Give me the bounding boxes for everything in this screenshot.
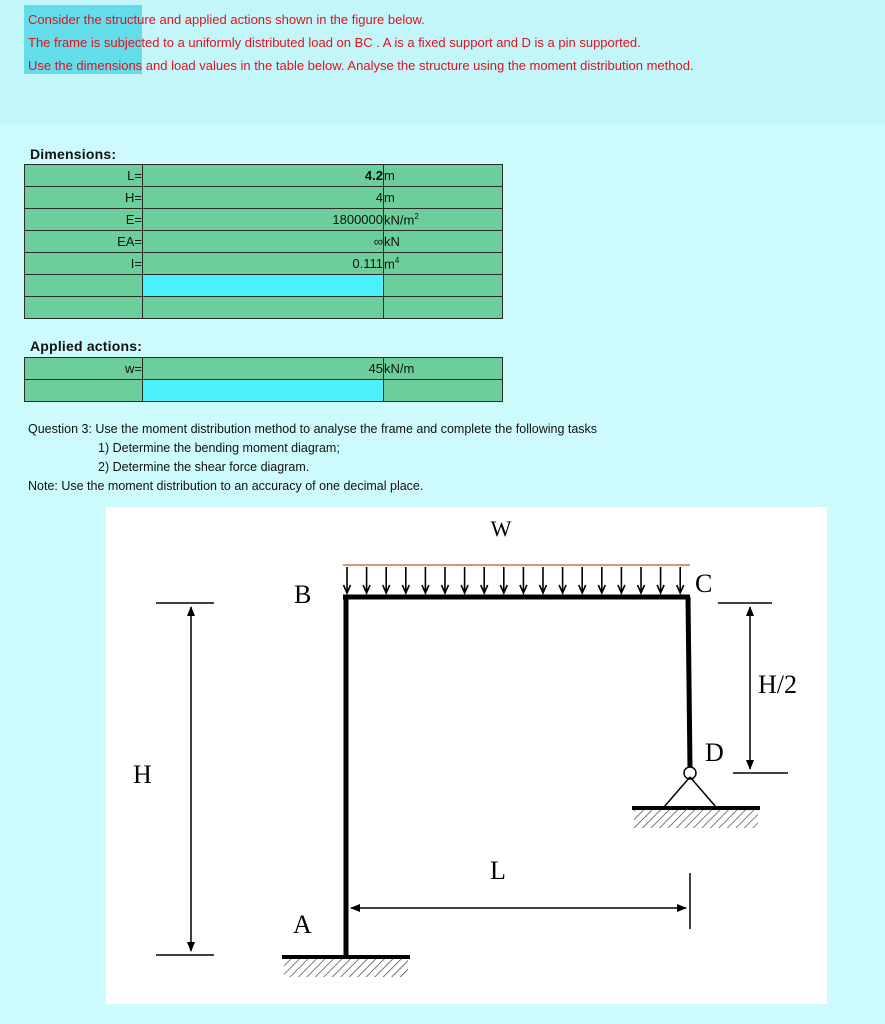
table-row xyxy=(25,380,503,402)
udl-arrow xyxy=(579,567,586,593)
udl-arrow xyxy=(638,567,645,593)
question-text: Question 3: Use the moment distribution method to analyse the frame and complete the following tasks xyxy=(28,422,598,436)
udl-arrow xyxy=(500,567,507,593)
value-E[interactable]: 1800000 xyxy=(143,209,384,231)
udl-arrow xyxy=(442,567,449,593)
frame-figure xyxy=(106,507,827,1004)
unit-I-text: m xyxy=(384,256,395,272)
label-L[interactable]: L= xyxy=(25,165,143,187)
problem-intro xyxy=(28,8,694,77)
frame-diagram xyxy=(106,507,827,1004)
pin-support-D xyxy=(664,777,716,807)
value-EA[interactable]: ∞ xyxy=(143,231,384,253)
label-EA[interactable]: EA= xyxy=(25,231,143,253)
empty-cell[interactable] xyxy=(25,275,143,297)
empty-cell[interactable] xyxy=(384,380,503,402)
unit-E-sup: 2 xyxy=(414,211,419,221)
label-w[interactable]: w= xyxy=(25,358,143,380)
udl-arrow xyxy=(344,567,351,593)
unit-L[interactable]: m xyxy=(384,165,503,187)
task-2: 2) Determine the shear force diagram. xyxy=(98,460,310,474)
udl-arrow xyxy=(677,567,684,593)
intro-line-2: The frame is subjected to a uniformly distributed load on BC . A is a fixed support and D is a pin supported. xyxy=(28,35,641,50)
unit-w[interactable]: kN/m xyxy=(384,358,503,380)
udl-arrow xyxy=(559,567,566,593)
label-H[interactable]: H= xyxy=(25,187,143,209)
fixed-support-hatch xyxy=(284,959,408,977)
udl-arrows xyxy=(344,567,684,593)
table-row xyxy=(25,358,503,380)
unit-I[interactable] xyxy=(384,253,503,275)
unit-EA[interactable]: kN xyxy=(384,231,503,253)
table-row xyxy=(25,275,503,297)
udl-arrow xyxy=(598,567,605,593)
value-I[interactable]: 0.111 xyxy=(143,253,384,275)
question-block xyxy=(28,420,597,496)
unit-H[interactable]: m xyxy=(384,187,503,209)
dim-label-H2: H/2 xyxy=(758,670,797,699)
table-row xyxy=(25,253,503,275)
unit-I-sup: 4 xyxy=(394,255,400,265)
empty-cell[interactable] xyxy=(384,275,503,297)
column-CD xyxy=(688,597,690,769)
answer-cell[interactable] xyxy=(143,275,384,297)
udl-arrow xyxy=(422,567,429,593)
udl-arrow xyxy=(383,567,390,593)
table-row xyxy=(25,209,503,231)
applied-actions-title: Applied actions: xyxy=(30,338,143,354)
value-L[interactable]: 4.2 xyxy=(143,165,384,187)
table-row xyxy=(25,165,503,187)
udl-arrow xyxy=(363,567,370,593)
label-I[interactable]: I= xyxy=(25,253,143,275)
udl-arrow xyxy=(540,567,547,593)
udl-arrow xyxy=(657,567,664,593)
value-H[interactable]: 4 xyxy=(143,187,384,209)
applied-actions-table xyxy=(24,357,503,402)
dimensions-table xyxy=(24,164,503,319)
udl-arrow xyxy=(520,567,527,593)
dim-label-L: L xyxy=(490,856,506,885)
udl-arrow xyxy=(461,567,468,593)
intro-line-3: Use the dimensions and load values in the table below. Analyse the structure using the moment distribution method. xyxy=(28,58,694,73)
empty-cell[interactable] xyxy=(25,297,143,319)
unit-E-text: kN/m xyxy=(384,212,415,228)
pin-support-hatch xyxy=(634,810,758,828)
table-row xyxy=(25,297,503,319)
empty-cell[interactable] xyxy=(143,297,384,319)
joint-label-D: D xyxy=(705,738,724,767)
joint-label-C: C xyxy=(695,569,713,598)
value-w[interactable]: 45 xyxy=(143,358,384,380)
note-text: Note: Use the moment distribution to an accuracy of one decimal place. xyxy=(28,479,424,493)
empty-cell[interactable] xyxy=(25,380,143,402)
answer-cell[interactable] xyxy=(143,380,384,402)
load-label-w: W xyxy=(490,516,512,541)
table-row xyxy=(25,231,503,253)
dimensions-title: Dimensions: xyxy=(30,146,117,162)
unit-E[interactable] xyxy=(384,209,503,231)
empty-cell[interactable] xyxy=(384,297,503,319)
task-1: 1) Determine the bending moment diagram; xyxy=(98,441,340,455)
table-row xyxy=(25,187,503,209)
joint-label-B: B xyxy=(294,580,312,609)
udl-arrow xyxy=(618,567,625,593)
udl-arrow xyxy=(481,567,488,593)
udl-arrow xyxy=(402,567,409,593)
joint-label-A: A xyxy=(293,910,312,939)
dim-label-H: H xyxy=(133,760,152,789)
intro-line-1: Consider the structure and applied actions shown in the figure below. xyxy=(28,12,425,27)
label-E[interactable]: E= xyxy=(25,209,143,231)
